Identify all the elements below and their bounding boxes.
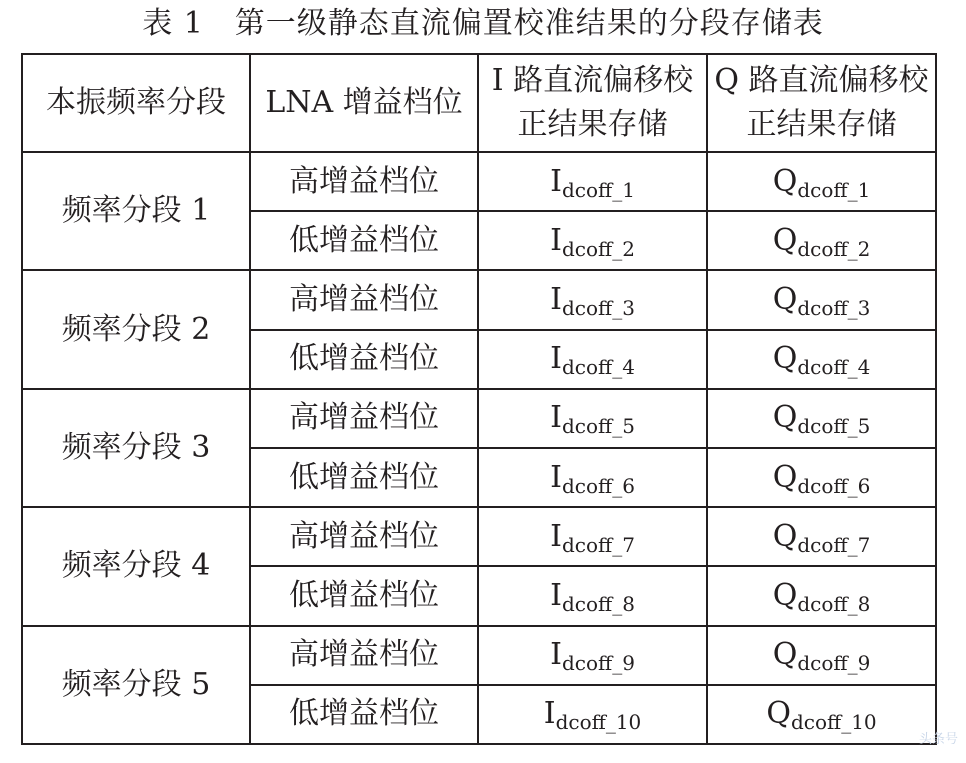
i-subscript: dcoff_5 xyxy=(561,414,635,439)
gain-level-cell: 低增益档位 xyxy=(250,566,478,625)
q-subscript: dcoff_7 xyxy=(797,532,871,557)
i-subscript: dcoff_8 xyxy=(561,591,635,616)
i-offset-result-cell xyxy=(478,507,707,566)
gain-level-cell: 低增益档位 xyxy=(250,448,478,507)
calibration-storage-table xyxy=(21,53,937,745)
gain-level-cell: 低增益档位 xyxy=(250,685,478,744)
i-offset-result-cell xyxy=(478,685,707,744)
frequency-segment-cell: 频率分段 2 xyxy=(22,270,250,388)
q-offset-result-cell xyxy=(707,270,936,329)
i-subscript: dcoff_9 xyxy=(561,651,635,676)
q-subscript: dcoff_8 xyxy=(797,591,871,616)
q-offset-result-cell xyxy=(707,389,936,448)
i-subscript: dcoff_10 xyxy=(555,710,642,735)
i-symbol: I xyxy=(550,459,562,495)
i-symbol: I xyxy=(550,518,562,554)
gain-level-cell: 高增益档位 xyxy=(250,152,478,211)
q-symbol: Q xyxy=(772,459,798,495)
header-q-dc-offset-storage: Q 路直流偏移校正结果存储 xyxy=(707,54,936,152)
i-symbol: I xyxy=(550,222,562,258)
i-symbol: I xyxy=(550,281,562,317)
i-symbol: I xyxy=(550,577,562,613)
q-symbol: Q xyxy=(772,637,798,673)
i-offset-result-cell xyxy=(478,566,707,625)
table-row xyxy=(22,626,936,685)
frequency-segment-cell: 频率分段 5 xyxy=(22,626,250,745)
header-lo-frequency-segment: 本振频率分段 xyxy=(22,54,250,152)
gain-level-cell: 低增益档位 xyxy=(250,330,478,389)
frequency-segment-cell: 频率分段 1 xyxy=(22,152,250,270)
table-row xyxy=(22,389,936,448)
q-symbol: Q xyxy=(772,163,798,199)
i-offset-result-cell xyxy=(478,270,707,329)
table-caption: 表 1 第一级静态直流偏置校准结果的分段存储表 xyxy=(142,6,824,41)
q-symbol: Q xyxy=(772,577,798,613)
header-i-dc-offset-storage: I 路直流偏移校正结果存储 xyxy=(478,54,707,152)
i-subscript: dcoff_1 xyxy=(561,177,635,202)
i-subscript: dcoff_4 xyxy=(561,355,635,380)
table-row xyxy=(22,270,936,329)
q-symbol: Q xyxy=(772,281,798,317)
q-offset-result-cell xyxy=(707,448,936,507)
i-symbol: I xyxy=(543,696,556,732)
i-symbol: I xyxy=(550,400,562,436)
gain-level-cell: 高增益档位 xyxy=(250,626,478,685)
watermark: 头条号 xyxy=(918,732,958,747)
header-lna-gain-level: LNA 增益档位 xyxy=(250,54,478,152)
frequency-segment-cell: 频率分段 4 xyxy=(22,507,250,625)
gain-level-cell: 高增益档位 xyxy=(250,389,478,448)
q-subscript: dcoff_1 xyxy=(797,177,871,202)
i-symbol: I xyxy=(550,341,562,377)
q-symbol: Q xyxy=(766,696,791,732)
q-subscript: dcoff_4 xyxy=(797,355,871,380)
i-subscript: dcoff_6 xyxy=(561,473,635,498)
i-offset-result-cell xyxy=(478,626,707,685)
q-subscript: dcoff_6 xyxy=(797,473,871,498)
q-symbol: Q xyxy=(772,400,798,436)
q-offset-result-cell xyxy=(707,685,936,744)
q-offset-result-cell xyxy=(707,211,936,270)
gain-level-cell: 高增益档位 xyxy=(250,270,478,329)
table-header-row xyxy=(22,54,936,152)
gain-level-cell: 高增益档位 xyxy=(250,507,478,566)
q-symbol: Q xyxy=(772,222,798,258)
gain-level-cell: 低增益档位 xyxy=(250,211,478,270)
i-symbol: I xyxy=(550,637,562,673)
i-offset-result-cell xyxy=(478,330,707,389)
i-offset-result-cell xyxy=(478,211,707,270)
i-symbol: I xyxy=(550,163,562,199)
q-offset-result-cell xyxy=(707,626,936,685)
i-offset-result-cell xyxy=(478,389,707,448)
i-subscript: dcoff_2 xyxy=(561,236,635,261)
q-subscript: dcoff_2 xyxy=(797,236,871,261)
q-symbol: Q xyxy=(772,341,798,377)
q-subscript: dcoff_10 xyxy=(790,710,877,735)
table-body xyxy=(22,152,936,744)
q-offset-result-cell xyxy=(707,330,936,389)
q-subscript: dcoff_9 xyxy=(797,651,871,676)
i-offset-result-cell xyxy=(478,152,707,211)
frequency-segment-cell: 频率分段 3 xyxy=(22,389,250,507)
q-offset-result-cell xyxy=(707,152,936,211)
i-subscript: dcoff_7 xyxy=(561,532,635,557)
table-row xyxy=(22,152,936,211)
i-subscript: dcoff_3 xyxy=(561,295,635,320)
q-symbol: Q xyxy=(772,518,798,554)
q-subscript: dcoff_3 xyxy=(797,295,871,320)
q-offset-result-cell xyxy=(707,566,936,625)
i-offset-result-cell xyxy=(478,448,707,507)
q-subscript: dcoff_5 xyxy=(797,414,871,439)
q-offset-result-cell xyxy=(707,507,936,566)
table-row xyxy=(22,507,936,566)
